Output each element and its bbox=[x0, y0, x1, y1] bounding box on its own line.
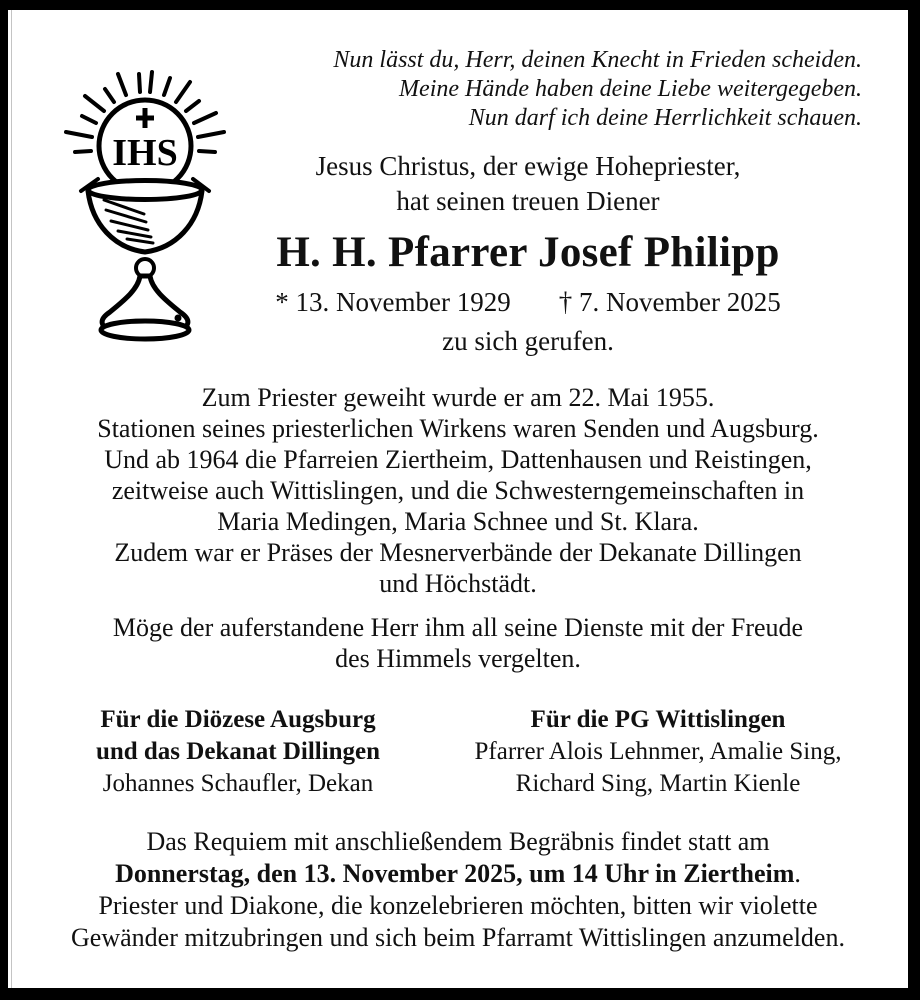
verse-line: Nun darf ich deine Herrlichkeit schauen. bbox=[468, 105, 862, 131]
chalice-ihs-icon bbox=[48, 68, 238, 348]
host-ihs-monogram: IHS bbox=[112, 132, 178, 174]
mourners-section bbox=[8, 704, 908, 800]
mourners-right-column bbox=[438, 704, 878, 800]
blessing-line: des Himmels vergelten. bbox=[335, 644, 581, 673]
blessing-paragraph bbox=[8, 612, 908, 674]
life-dates bbox=[148, 285, 908, 319]
bio-line: Stationen seines priesterlichen Wirkens waren Senden und Augsburg. bbox=[97, 414, 819, 443]
mourners-right-title: Für die PG Wittislingen bbox=[530, 706, 786, 733]
funeral-line: Gewänder mitzubringen und sich beim Pfarramt Wittislingen anzumelden. bbox=[71, 923, 845, 952]
mourners-left-title: und das Dekanat Dillingen bbox=[95, 738, 381, 765]
bio-line: Und ab 1964 die Pfarreien Ziertheim, Dattenhausen und Reistingen, bbox=[104, 445, 812, 474]
birth-date: * 13. November 1929 bbox=[275, 287, 511, 317]
bio-line: Maria Medingen, Maria Schnee und St. Klara. bbox=[217, 507, 699, 536]
mourner-names: Richard Sing, Martin Kienle bbox=[515, 770, 801, 797]
funeral-line-suffix: . bbox=[794, 859, 801, 888]
funeral-line: Priester und Diakone, die konzelebrieren möchten, bitten wir violette bbox=[98, 891, 818, 920]
funeral-line: Das Requiem mit anschließendem Begräbnis findet statt am bbox=[146, 827, 770, 856]
mourners-left-column bbox=[38, 704, 438, 800]
death-date: † 7. November 2025 bbox=[558, 287, 781, 317]
funeral-date-highlight: Donnerstag, den 13. November 2025, um 14 Uhr in Ziertheim bbox=[115, 859, 795, 888]
mourner-names: Pfarrer Alois Lehnmer, Amalie Sing, bbox=[474, 738, 842, 765]
intro-line: hat seinen treuen Diener bbox=[396, 186, 660, 216]
funeral-paragraph bbox=[8, 826, 908, 954]
bio-line: und Höchstädt. bbox=[379, 569, 537, 598]
bio-line: Zum Priester geweiht wurde er am 22. Mai 1955. bbox=[201, 383, 715, 412]
bio-line: Zudem war er Präses der Mesnerverbände der Dekanate Dillingen bbox=[114, 538, 802, 567]
mourner-names: Johannes Schaufler, Dekan bbox=[102, 770, 374, 797]
intro-line: Jesus Christus, der ewige Hohepriester, bbox=[315, 151, 741, 181]
deceased-name: H. H. Pfarrer Josef Philipp bbox=[276, 229, 780, 276]
blessing-line: Möge der auferstandene Herr ihm all seine Dienste mit der Freude bbox=[112, 613, 804, 642]
mourners-left-title: Für die Diözese Augsburg bbox=[100, 706, 376, 733]
called-line: zu sich gerufen. bbox=[442, 326, 614, 356]
verse-line: Nun lässt du, Herr, deinen Knecht in Frieden scheiden. bbox=[333, 47, 862, 73]
verse-line: Meine Hände haben deine Liebe weitergegeben. bbox=[399, 76, 862, 102]
obituary-card bbox=[8, 10, 908, 988]
biography-paragraph bbox=[8, 382, 908, 599]
bio-line: zeitweise auch Wittislingen, und die Schwesterngemeinschaften in bbox=[111, 476, 805, 505]
funeral-line bbox=[8, 858, 908, 890]
